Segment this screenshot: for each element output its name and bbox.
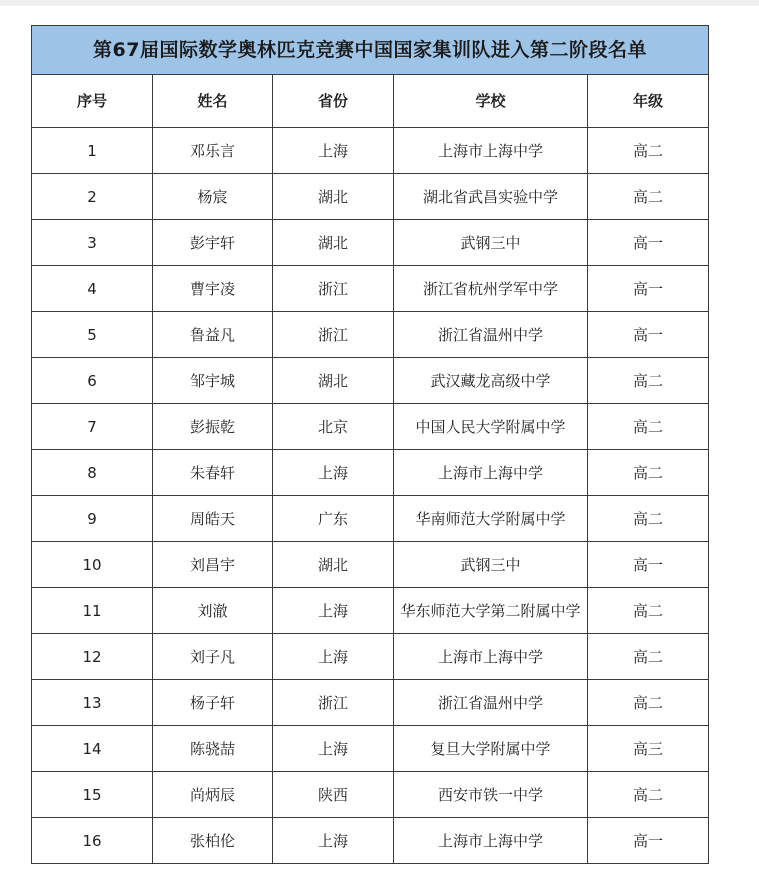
cell-school bbox=[394, 634, 588, 680]
school-text: 浙江省温州中学 bbox=[437, 693, 543, 712]
school-text: 武钢三中 bbox=[460, 233, 521, 252]
cell-number: 1 bbox=[32, 128, 153, 174]
table-row bbox=[32, 542, 709, 588]
school-text: 复旦大学附属中学 bbox=[430, 739, 551, 758]
cell-name: 张柏伦 bbox=[153, 818, 273, 864]
cell-name: 尚炳辰 bbox=[153, 772, 273, 818]
cell-name: 曹宇凌 bbox=[153, 266, 273, 312]
cell-name: 刘澈 bbox=[153, 588, 273, 634]
table-row bbox=[32, 772, 709, 818]
cell-number: 7 bbox=[32, 404, 153, 450]
cell-school bbox=[394, 266, 588, 312]
cell-number: 15 bbox=[32, 772, 153, 818]
cell-province: 北京 bbox=[273, 404, 394, 450]
cell-school bbox=[394, 588, 588, 634]
cell-school bbox=[394, 404, 588, 450]
cell-school bbox=[394, 220, 588, 266]
table-row bbox=[32, 588, 709, 634]
cell-grade: 高二 bbox=[588, 772, 709, 818]
school-text: 湖北省武昌实验中学 bbox=[422, 187, 558, 206]
cell-name: 刘子凡 bbox=[153, 634, 273, 680]
cell-number: 6 bbox=[32, 358, 153, 404]
cell-grade: 高一 bbox=[588, 542, 709, 588]
school-text: 浙江省杭州学军中学 bbox=[422, 279, 558, 298]
column-header-grade: 年级 bbox=[588, 75, 709, 128]
cell-name: 彭振乾 bbox=[153, 404, 273, 450]
cell-school bbox=[394, 772, 588, 818]
cell-school bbox=[394, 128, 588, 174]
cell-school bbox=[394, 680, 588, 726]
cell-grade: 高一 bbox=[588, 818, 709, 864]
school-text: 上海市上海中学 bbox=[437, 831, 543, 850]
cell-grade: 高一 bbox=[588, 266, 709, 312]
cell-number: 11 bbox=[32, 588, 153, 634]
cell-name: 杨子轩 bbox=[153, 680, 273, 726]
table-row bbox=[32, 220, 709, 266]
title-row bbox=[32, 26, 709, 75]
cell-province: 湖北 bbox=[273, 174, 394, 220]
table-row bbox=[32, 266, 709, 312]
school-text: 华南师范大学附属中学 bbox=[415, 509, 566, 528]
column-header-name: 姓名 bbox=[153, 75, 273, 128]
cell-number: 16 bbox=[32, 818, 153, 864]
roster-table bbox=[31, 25, 709, 864]
cell-name: 朱春轩 bbox=[153, 450, 273, 496]
cell-province: 湖北 bbox=[273, 220, 394, 266]
header-row bbox=[32, 75, 709, 128]
cell-name: 刘昌宇 bbox=[153, 542, 273, 588]
table-row bbox=[32, 312, 709, 358]
school-text: 上海市上海中学 bbox=[437, 463, 543, 482]
table-title: 第67届国际数学奥林匹克竞赛中国国家集训队进入第二阶段名单 bbox=[32, 26, 709, 75]
cell-school bbox=[394, 174, 588, 220]
cell-number: 4 bbox=[32, 266, 153, 312]
table-row bbox=[32, 128, 709, 174]
school-text: 华东师范大学第二附属中学 bbox=[400, 601, 581, 620]
cell-province: 湖北 bbox=[273, 358, 394, 404]
column-header-number: 序号 bbox=[32, 75, 153, 128]
cell-name: 鲁益凡 bbox=[153, 312, 273, 358]
cell-province: 上海 bbox=[273, 634, 394, 680]
cell-name: 杨宸 bbox=[153, 174, 273, 220]
cell-school bbox=[394, 450, 588, 496]
cell-province: 陕西 bbox=[273, 772, 394, 818]
school-text: 西安市铁一中学 bbox=[437, 785, 543, 804]
cell-name: 陈骁喆 bbox=[153, 726, 273, 772]
table-row bbox=[32, 174, 709, 220]
cell-grade: 高二 bbox=[588, 404, 709, 450]
cell-grade: 高一 bbox=[588, 220, 709, 266]
cell-number: 8 bbox=[32, 450, 153, 496]
cell-province: 浙江 bbox=[273, 266, 394, 312]
cell-grade: 高二 bbox=[588, 174, 709, 220]
cell-grade: 高二 bbox=[588, 588, 709, 634]
cell-school bbox=[394, 818, 588, 864]
cell-province: 广东 bbox=[273, 496, 394, 542]
school-text: 浙江省温州中学 bbox=[437, 325, 543, 344]
table-row bbox=[32, 496, 709, 542]
school-text: 中国人民大学附属中学 bbox=[415, 417, 566, 436]
cell-number: 14 bbox=[32, 726, 153, 772]
cell-grade: 高二 bbox=[588, 680, 709, 726]
page-top-edge bbox=[0, 0, 759, 6]
cell-province: 上海 bbox=[273, 818, 394, 864]
cell-school bbox=[394, 312, 588, 358]
cell-grade: 高二 bbox=[588, 496, 709, 542]
cell-grade: 高一 bbox=[588, 312, 709, 358]
cell-number: 10 bbox=[32, 542, 153, 588]
school-text: 武钢三中 bbox=[460, 555, 521, 574]
cell-number: 9 bbox=[32, 496, 153, 542]
table-row bbox=[32, 726, 709, 772]
cell-school bbox=[394, 542, 588, 588]
column-header-school: 学校 bbox=[394, 75, 588, 128]
table-row bbox=[32, 450, 709, 496]
cell-province: 上海 bbox=[273, 588, 394, 634]
cell-province: 上海 bbox=[273, 726, 394, 772]
school-text: 武汉藏龙高级中学 bbox=[430, 371, 551, 390]
column-header-province: 省份 bbox=[273, 75, 394, 128]
school-text: 上海市上海中学 bbox=[437, 141, 543, 160]
cell-name: 彭宇轩 bbox=[153, 220, 273, 266]
cell-grade: 高二 bbox=[588, 128, 709, 174]
cell-name: 邹宇城 bbox=[153, 358, 273, 404]
table-row bbox=[32, 680, 709, 726]
cell-grade: 高三 bbox=[588, 726, 709, 772]
cell-school bbox=[394, 358, 588, 404]
cell-province: 上海 bbox=[273, 450, 394, 496]
cell-name: 邓乐言 bbox=[153, 128, 273, 174]
cell-number: 5 bbox=[32, 312, 153, 358]
cell-grade: 高二 bbox=[588, 450, 709, 496]
table-row bbox=[32, 404, 709, 450]
cell-province: 浙江 bbox=[273, 680, 394, 726]
cell-name: 周皓天 bbox=[153, 496, 273, 542]
cell-number: 12 bbox=[32, 634, 153, 680]
cell-grade: 高二 bbox=[588, 634, 709, 680]
table-row bbox=[32, 634, 709, 680]
cell-province: 上海 bbox=[273, 128, 394, 174]
cell-school bbox=[394, 726, 588, 772]
table-row bbox=[32, 358, 709, 404]
table-row bbox=[32, 818, 709, 864]
cell-province: 浙江 bbox=[273, 312, 394, 358]
roster-body bbox=[32, 128, 709, 864]
cell-number: 2 bbox=[32, 174, 153, 220]
cell-number: 13 bbox=[32, 680, 153, 726]
cell-number: 3 bbox=[32, 220, 153, 266]
cell-province: 湖北 bbox=[273, 542, 394, 588]
cell-school bbox=[394, 496, 588, 542]
school-text: 上海市上海中学 bbox=[437, 647, 543, 666]
cell-grade: 高二 bbox=[588, 358, 709, 404]
